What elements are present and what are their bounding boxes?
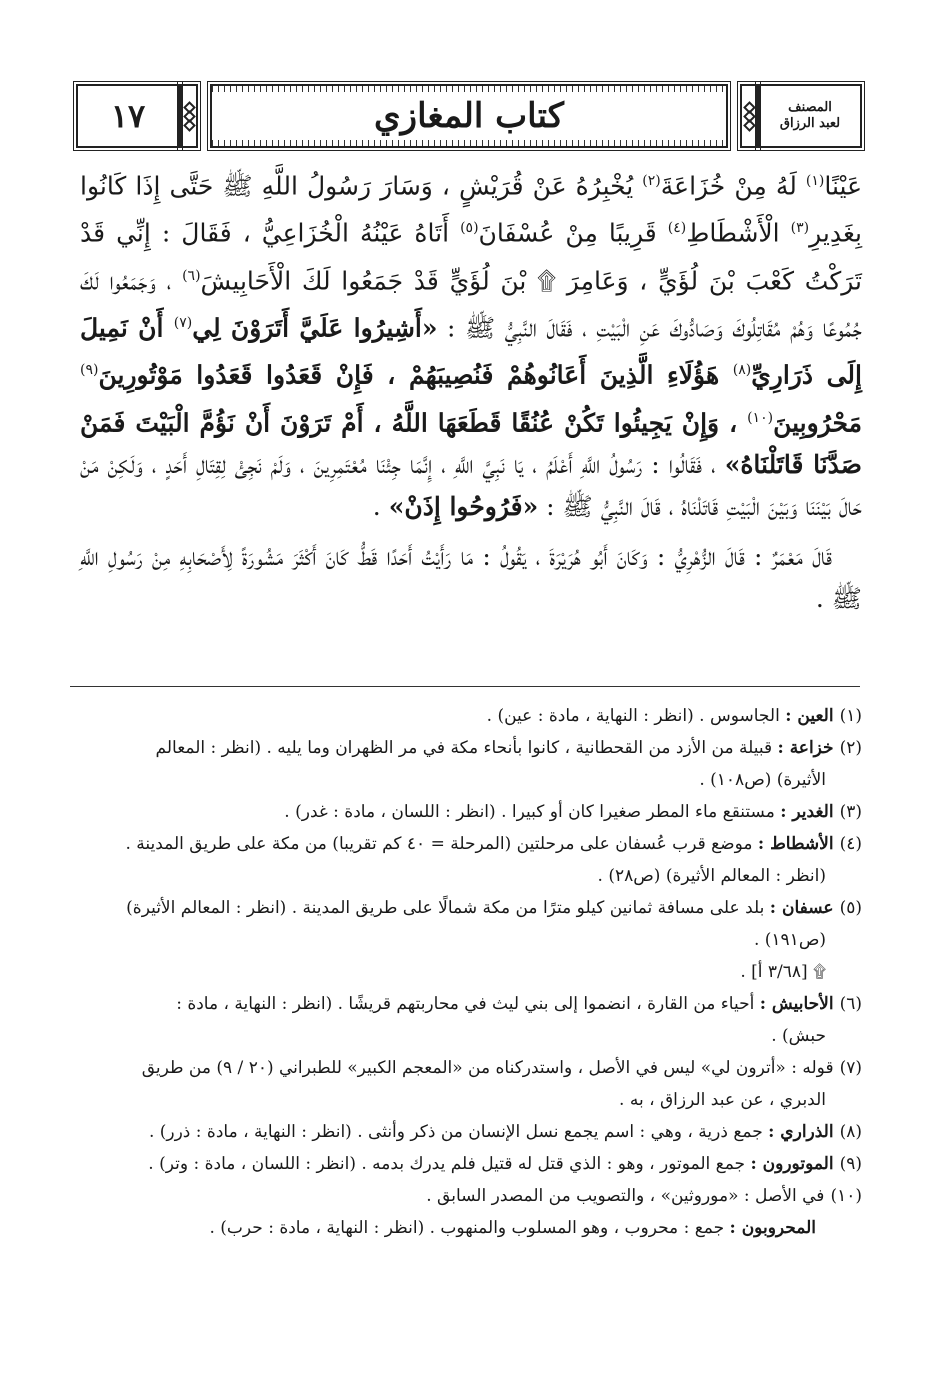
footnote-ref: (٤) <box>667 220 687 237</box>
footnote-ref: (٥) <box>460 220 479 237</box>
page-header <box>76 84 862 148</box>
book-logo <box>758 84 862 148</box>
logo-line-2: لعبد الرزاق <box>779 116 841 131</box>
footnote-4: (٤)الأشطاط : موضع قرب عُسفان على مرحلتين (المرحلة = ٤٠ كم تقريبا) من مكة على طريق المدينة . (انظر : المعالم الأثيرة) (ص٢٨) . <box>125 834 862 886</box>
footnote-10-addendum: المحروبون : جمع : محروب ، وهو المسلوب والمنهوب . (انظر : النهاية ، مادة : حرب) . <box>209 1218 816 1238</box>
chapter-title: كتاب المغازي <box>350 94 588 138</box>
paragraph-2: قَالَ مَعْمَرٌ : قَالَ الزُّهْرِيُّ : وَكَانَ أَبُو هُرَيْرَةَ ، يَقُولُ : مَا رَأَيْتُ أَحَدًا قَطُّ كَانَ أَكْثَرَ مَشُورَةً لِأَصْحَابِهِ مِنْ رَسُولِ اللَّهِ ﷺ . <box>80 541 862 613</box>
page-number: ١٧ <box>76 84 180 148</box>
footnote-ref: (١٠) <box>747 409 774 426</box>
footnote-2: (٢)خزاعة : قبيلة من الأزد من القحطانية ، كانوا بأنحاء مكة في مر الظهران وما يليه . (انظر : المعالم الأثيرة) (ص١٠٨) . <box>155 738 862 790</box>
footnote-ref: (٩) <box>80 362 99 379</box>
footnote-10: (١٠)في الأصل : «موروثين» ، والتصويب من المصدر السابق . <box>426 1186 862 1206</box>
ornament-left <box>180 84 198 148</box>
ornament-right <box>740 84 758 148</box>
logo-line-1: المصنف <box>788 100 832 115</box>
footnote-6: (٦)الأحابيش : أحياء من القارة ، انضموا إلى بني ليث في محاربتهم قريشًا . (انظر : النهاية ، مادة : حبش) . <box>176 994 862 1046</box>
footnote-ref: (١) <box>805 173 825 189</box>
footnote-ref: (٧) <box>173 314 193 331</box>
footnote-ref: (٣) <box>790 220 810 237</box>
footnote-1: (١)العين : الجاسوس . (انظر : النهاية ، مادة : عين) . <box>486 706 862 726</box>
footnotes <box>80 700 862 1244</box>
footnote-8: (٨)الذراري : جمع ذرية ، وهي : اسم يجمع نسل الإنسان من ذكر وأنثى . (انظر : النهاية ، مادة : ذرر) . <box>148 1122 862 1142</box>
footnote-separator <box>70 686 860 687</box>
footnote-7: (٧)قوله : «أترون لي» ليس في الأصل ، واستدركناه من «المعجم الكبير» للطبراني (٢٠ / ٩) من طريق الدبري ، عن عبد الرزاق ، به . <box>141 1058 862 1110</box>
paragraph-1: عَيْنًا$^{(١)}$ لَهُ مِنْ خُزَاعَةَ$^{(٢)}$ يُخْبِرُهُ عَنْ قُرَيْشٍ ، وَسَارَ رَسُولُ اللَّهِ ﷺ حَتَّى إِذَا كَانُوا بِغَدِيرِ$^{(٣)}$ الْأَشْطَاطِ$^{(٤)}$ قَرِيبًا مِنْ عُسْفَانَ$^{(٥)}$ أَتَاهُ عَيْنُهُ الْخُزَاعِيُّ ، فَقَالَ : إِنِّي قَدْ تَرَكْتُ كَعْبَ بْنَ لُؤَيٍّ ، وَعَامِرَ ۩ بْنَ لُؤَيٍّ قَدْ جَمَعُوا لَكَ الْأَحَابِيشَ$^{(٦)}$ ، وَجَمَعُوا لَكَ جُمُوعًا وَهُمْ مُقَاتِلُوكَ وَصَادُّوكَ عَنِ الْبَيْتِ ، فَقَالَ النَّبِيُّ ﷺ : «أَشِيرُوا عَلَيَّ أَتَرَوْنَ لِي$^{(٧)}$ أَنْ نَمِيلَ إِلَى ذَرَارِيِّ$^{(٨)}$ هَؤُلَاءِ الَّذِينَ أَعَانُوهُمْ فَنُصِيبَهُمْ ، فَإِنْ قَعَدُوا قَعَدُوا مَوْتُورِينَ$^{(٩)}$ مَحْرُوبِينَ$^{(١٠)}$ ، وَإِنْ يَجِيئُوا تَكُنْ عُنُقًا قَطَعَهَا اللَّهُ ، أَمْ تَرَوْنَ أَنْ نَؤُمَّ الْبَيْتَ فَمَنْ صَدَّنَا قَاتَلْنَاهُ» ، فَقَالُوا : رَسُولُ اللَّهِ أَعْلَمُ ، يَا نَبِيَّ اللَّهِ ، إِنَّمَا جِئْنَا مُعْتَمِرِينَ ، وَلَمْ نَجِئْ لِقِتَالِ أَحَدٍ ، وَلَكِنْ مَنْ حَالَ بَيْنَنَا وَبَيْنَ الْبَيْتِ قَاتَلْنَاهُ ، قَالَ النَّبِيُّ ﷺ : «فَرُوحُوا إِذَنْ» . <box>80 171 863 521</box>
manuscript-folio-marker: ۩ [٣/٦٨ أ] . <box>740 962 826 982</box>
chapter-title-frame <box>210 84 728 148</box>
footnote-9: (٩)الموتورون : جمع الموتور ، وهو : الذي قتل له قتيل فلم يدرك بدمه . (انظر : اللسان ، مادة : وتر) . <box>148 1154 862 1174</box>
footnote-5: (٥)عسفان : بلد على مسافة ثمانين كيلو مترًا من مكة شمالًا على طريق المدينة . (انظر : المعالم الأثيرة) (ص١٩١) . <box>126 898 862 950</box>
footnote-3: (٣)الغدير : مستنقع ماء المطر صغيرا كان أو كبيرا . (انظر : اللسان ، مادة : غدر) . <box>284 802 862 822</box>
footnote-ref: (٨) <box>732 362 752 379</box>
prophet-quote: «فَرُوحُوا إِذَنْ» <box>388 491 539 521</box>
prophet-quote: «أَشِيرُوا عَلَيَّ أَتَرَوْنَ لِي <box>192 313 438 343</box>
footnote-ref: (٢) <box>642 173 661 189</box>
footnote-ref: (٦) <box>182 267 201 284</box>
main-text <box>80 160 862 628</box>
